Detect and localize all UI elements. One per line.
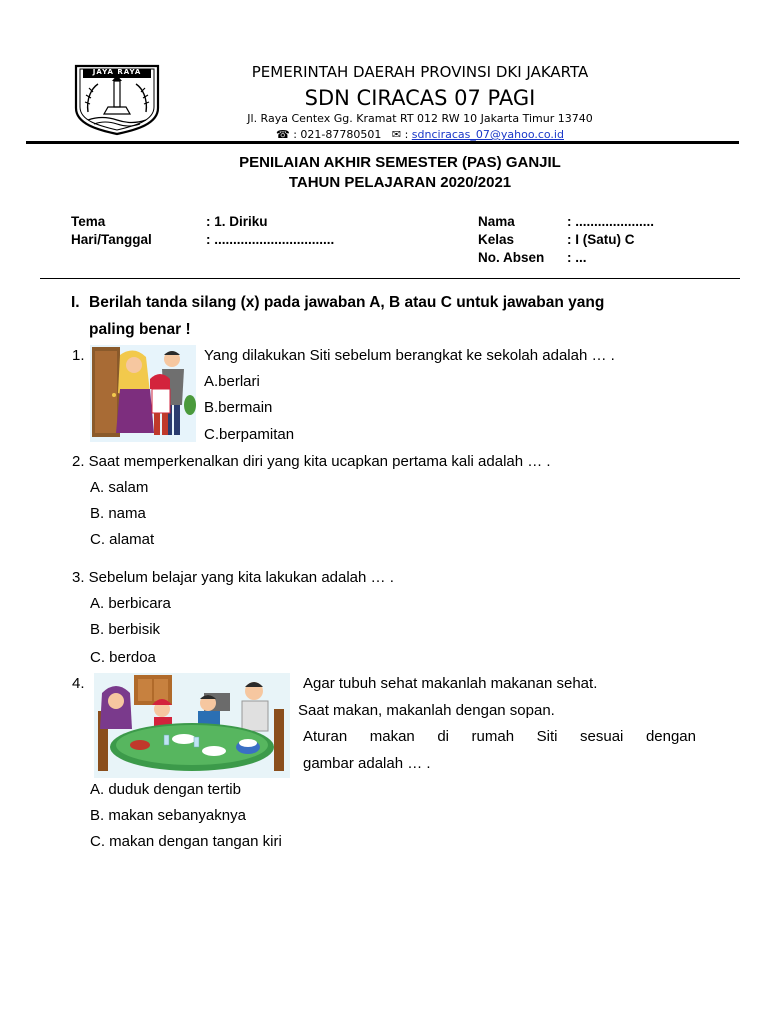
tema-value: : 1. Diriku: [206, 214, 268, 229]
q4-illustration: [94, 673, 290, 778]
q1-text: Yang dilakukan Siti sebelum berangkat ke sekolah adalah … .: [204, 347, 615, 364]
school-address: Jl. Raya Centex Gg. Kramat RT 012 RW 10 Jakarta Timur 13740: [247, 112, 593, 125]
q4-line4: gambar adalah … .: [303, 755, 431, 772]
nama-label: Nama: [478, 214, 515, 229]
tema-label: Tema: [71, 214, 106, 229]
q3-option-c[interactable]: C. berdoa: [90, 649, 156, 666]
q3-option-b[interactable]: B. berbisik: [90, 621, 161, 638]
q1-number: 1.: [72, 347, 85, 364]
q3-option-a[interactable]: A. berbicara: [90, 595, 171, 612]
emblem-lettering: JAYA RAYA: [92, 68, 142, 76]
school-emblem: [74, 64, 160, 136]
q2-option-a[interactable]: A. salam: [90, 479, 149, 496]
kelas-label: Kelas: [478, 232, 515, 247]
q2-option-c[interactable]: C. alamat: [90, 531, 155, 548]
q4-number: 4.: [72, 675, 85, 692]
q3-text: 3. Sebelum belajar yang kita lakukan adalah … .: [72, 569, 394, 586]
info-divider: [40, 278, 740, 279]
mail-icon: ✉: [391, 128, 402, 141]
hari-value: : ................................: [206, 232, 335, 247]
government-line: PEMERINTAH DAERAH PROVINSI DKI JAKARTA: [251, 63, 589, 81]
q4-option-b[interactable]: B. makan sebanyaknya: [90, 807, 246, 824]
q1-illustration: [90, 345, 196, 442]
section-instruction-line1: Berilah tanda silang (x) pada jawaban A, B atau C untuk jawaban yang: [89, 294, 605, 311]
phone-icon: ☎: [276, 128, 290, 141]
nama-value: : .....................: [567, 214, 655, 229]
section-instruction-line2: paling benar !: [89, 321, 191, 338]
email-link[interactable]: sdnciracas_07@yahoo.co.id: [411, 128, 564, 141]
absen-value: : ...: [567, 250, 587, 265]
kelas-value: : I (Satu) C: [567, 232, 635, 247]
absen-label: No. Absen: [478, 250, 545, 265]
q4-line2: Saat makan, makanlah dengan sopan.: [298, 702, 555, 719]
school-name: SDN CIRACAS 07 PAGI: [304, 86, 536, 110]
section-number: I.: [71, 294, 80, 311]
hari-label: Hari/Tanggal: [71, 232, 152, 247]
q2-text: 2. Saat memperkenalkan diri yang kita ucapkan pertama kali adalah … .: [72, 453, 551, 470]
q1-option-a[interactable]: A.berlari: [204, 373, 260, 390]
letterhead-divider: [26, 141, 739, 144]
q4-line3: Aturan makan di rumah Siti sesuai dengan: [303, 728, 696, 745]
exam-title: PENILAIAN AKHIR SEMESTER (PAS) GANJIL: [239, 154, 561, 171]
phone-number: : 021-87780501: [293, 128, 382, 141]
email-prefix: :: [404, 128, 412, 141]
contact-line: [210, 128, 630, 141]
q1-option-c[interactable]: C.berpamitan: [204, 426, 295, 443]
q4-line1: Agar tubuh sehat makanlah makanan sehat.: [303, 675, 598, 692]
q4-option-a[interactable]: A. duduk dengan tertib: [90, 781, 241, 798]
q2-option-b[interactable]: B. nama: [90, 505, 146, 522]
q4-option-c[interactable]: C. makan dengan tangan kiri: [90, 833, 282, 850]
q1-option-b[interactable]: B.bermain: [204, 399, 273, 416]
exam-year: TAHUN PELAJARAN 2020/2021: [288, 174, 512, 191]
